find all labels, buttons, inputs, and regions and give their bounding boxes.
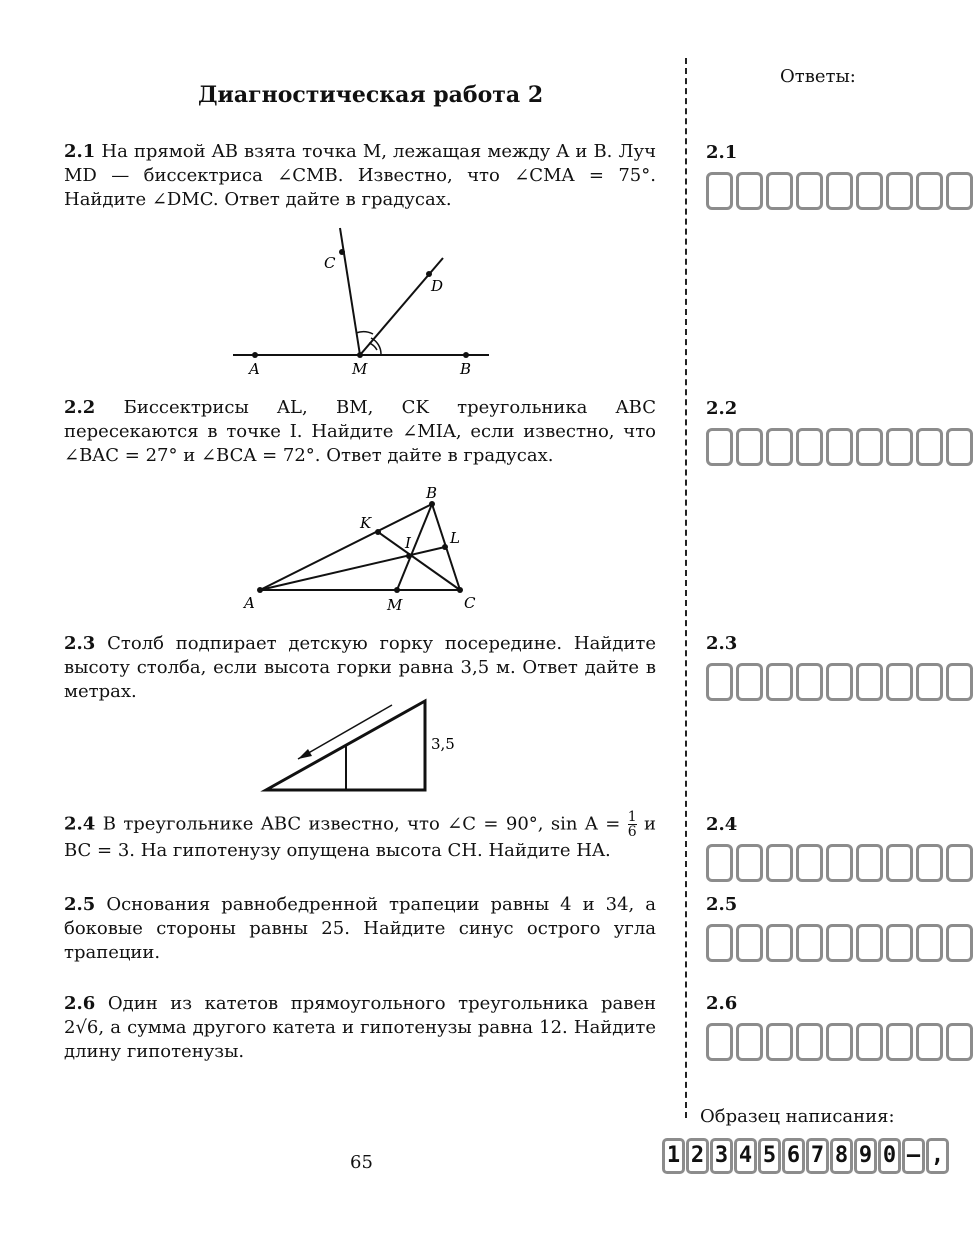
fraction-denominator: 6 [627, 824, 637, 840]
answer-boxes-2-4[interactable] [706, 844, 975, 882]
label-M: M [387, 596, 403, 614]
answer-cell[interactable] [856, 172, 883, 210]
sample-char: 1 [662, 1138, 685, 1174]
answer-cell[interactable] [946, 428, 973, 466]
figure-2-3 [260, 695, 470, 795]
answer-cell[interactable] [916, 1023, 943, 1061]
problem-2-1 [64, 140, 656, 212]
answer-label-2-5: 2.5 [706, 894, 738, 915]
answer-cell[interactable] [766, 844, 793, 882]
answer-cell[interactable] [946, 924, 973, 962]
answer-cell[interactable] [766, 924, 793, 962]
answer-cell[interactable] [916, 663, 943, 701]
answer-cell[interactable] [706, 663, 733, 701]
problem-text: На прямой AB взята точка M, лежащая между A и B. Луч MD — биссектриса ∠CMB. Известно, что ∠CMA = 75°. Найдите ∠DMC. Ответ дайте в градусах. [64, 141, 656, 210]
answer-cell[interactable] [736, 1023, 763, 1061]
figure-2-2 [235, 480, 495, 615]
problem-2-4 [64, 810, 656, 863]
answer-cell[interactable] [796, 1023, 823, 1061]
label-C: C [324, 254, 336, 272]
sample-char: 6 [782, 1138, 805, 1174]
answer-cell[interactable] [826, 428, 853, 466]
answer-cell[interactable] [856, 428, 883, 466]
figure-2-1 [225, 222, 495, 382]
answer-cell[interactable] [916, 844, 943, 882]
answer-boxes-2-6[interactable] [706, 1023, 975, 1061]
answer-cell[interactable] [796, 172, 823, 210]
problem-2-5 [64, 893, 656, 965]
answer-cell[interactable] [766, 172, 793, 210]
problem-text-a: В треугольнике ABC известно, что ∠C = 90°, sin A = [102, 813, 621, 835]
label-L: L [450, 529, 460, 547]
answer-cell[interactable] [706, 924, 733, 962]
answer-cell[interactable] [736, 172, 763, 210]
answer-cell[interactable] [856, 844, 883, 882]
answer-cell[interactable] [766, 1023, 793, 1061]
label-A: A [244, 594, 255, 612]
answer-cell[interactable] [946, 172, 973, 210]
answer-cell[interactable] [856, 1023, 883, 1061]
sample-char: 5 [758, 1138, 781, 1174]
label-C: C [464, 594, 476, 612]
answer-cell[interactable] [886, 172, 913, 210]
answer-cell[interactable] [886, 844, 913, 882]
answer-cell[interactable] [796, 663, 823, 701]
sample-char: 0 [878, 1138, 901, 1174]
problem-number: 2.5 [64, 894, 96, 915]
sample-char: 2 [686, 1138, 709, 1174]
answer-cell[interactable] [916, 924, 943, 962]
label-height: 3,5 [431, 735, 455, 753]
answer-cell[interactable] [796, 844, 823, 882]
problem-2-3 [64, 632, 656, 704]
answer-cell[interactable] [946, 1023, 973, 1061]
answer-cell[interactable] [736, 663, 763, 701]
sample-char: 8 [830, 1138, 853, 1174]
sample-char: 9 [854, 1138, 877, 1174]
answer-label-2-6: 2.6 [706, 993, 738, 1014]
page-number: 65 [350, 1152, 373, 1173]
label-D: D [431, 277, 444, 295]
answer-boxes-2-1[interactable] [706, 172, 975, 210]
answer-label-2-3: 2.3 [706, 633, 738, 654]
problem-number: 2.1 [64, 141, 96, 162]
problem-number: 2.6 [64, 993, 96, 1014]
sample-char: 7 [806, 1138, 829, 1174]
answer-cell[interactable] [706, 1023, 733, 1061]
answer-cell[interactable] [706, 428, 733, 466]
answer-cell[interactable] [826, 924, 853, 962]
answer-cell[interactable] [886, 663, 913, 701]
answer-boxes-2-2[interactable] [706, 428, 975, 466]
answer-cell[interactable] [736, 924, 763, 962]
answer-boxes-2-3[interactable] [706, 663, 975, 701]
answer-label-2-1: 2.1 [706, 142, 738, 163]
answer-cell[interactable] [856, 663, 883, 701]
answer-boxes-2-5[interactable] [706, 924, 975, 962]
label-B: B [460, 360, 472, 378]
answer-cell[interactable] [826, 1023, 853, 1061]
answer-cell[interactable] [706, 172, 733, 210]
answer-cell[interactable] [736, 844, 763, 882]
label-I: I [405, 534, 411, 552]
problem-text: Основания равнобедренной трапеции равны 4 и 34, а боковые стороны равны 25. Найдите синус острого угла трапеции. [64, 894, 656, 963]
answer-label-2-4: 2.4 [706, 814, 738, 835]
answer-cell[interactable] [886, 428, 913, 466]
answer-cell[interactable] [916, 428, 943, 466]
problem-text: Один из катетов прямоугольного треугольника равен 2√6, а сумма другого катета и гипотенузы равна 12. Найдите длину гипотенузы. [64, 993, 656, 1062]
fraction [628, 810, 637, 839]
problem-2-6 [64, 992, 656, 1064]
answer-cell[interactable] [826, 663, 853, 701]
sample-label: Образец написания: [700, 1106, 895, 1127]
answer-cell[interactable] [766, 663, 793, 701]
problem-number: 2.2 [64, 397, 96, 418]
problem-text: Столб подпирает детскую горку посередине. Найдите высоту столба, если высота горки равна 3,5 м. Ответ дайте в метрах. [64, 633, 656, 702]
answer-cell[interactable] [766, 428, 793, 466]
problem-text-b: и BC = 3. На гипотенузу опущена высота CH. Найдите HA. [64, 813, 656, 861]
dashed-divider [685, 58, 687, 1118]
answer-cell[interactable] [856, 924, 883, 962]
answer-cell[interactable] [916, 172, 943, 210]
sample-writing [662, 1138, 950, 1174]
sample-char: 3 [710, 1138, 733, 1174]
label-K: K [360, 514, 372, 532]
label-M: M [352, 360, 368, 378]
problem-2-2 [64, 396, 656, 468]
answer-cell[interactable] [736, 428, 763, 466]
problem-number: 2.3 [64, 633, 96, 654]
problem-text: Биссектрисы AL, BM, CK треугольника ABC пересекаются в точке I. Найдите ∠MIA, если известно, что ∠BAC = 27° и ∠BCA = 72°. Ответ дайте в градусах. [64, 397, 656, 466]
answer-cell[interactable] [946, 844, 973, 882]
answer-cell[interactable] [826, 172, 853, 210]
answer-cell[interactable] [946, 663, 973, 701]
fraction-numerator: 1 [627, 809, 637, 825]
answer-cell[interactable] [796, 428, 823, 466]
problem-number: 2.4 [64, 813, 96, 835]
sample-char: 4 [734, 1138, 757, 1174]
label-A: A [249, 360, 260, 378]
page-title: Диагностическая работа 2 [198, 82, 544, 108]
label-B: B [426, 484, 438, 502]
answer-cell[interactable] [886, 924, 913, 962]
answer-cell[interactable] [796, 924, 823, 962]
sample-char: – [902, 1138, 925, 1174]
answers-header: Ответы: [780, 66, 856, 87]
answer-cell[interactable] [706, 844, 733, 882]
sample-char: , [926, 1138, 949, 1174]
answer-cell[interactable] [826, 844, 853, 882]
answer-label-2-2: 2.2 [706, 398, 738, 419]
answer-cell[interactable] [886, 1023, 913, 1061]
